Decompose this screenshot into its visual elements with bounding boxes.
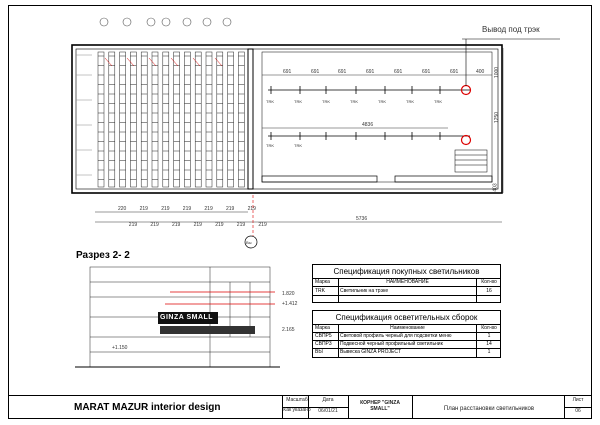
lamp-mark: TRK <box>434 99 442 104</box>
seating-row <box>163 52 169 187</box>
cell-mark: СВПР3 <box>315 341 332 347</box>
col-header-mark: Марка <box>315 279 330 285</box>
track-lines <box>268 90 470 136</box>
seating-row <box>174 52 180 187</box>
dim-right-label: 1000 <box>494 66 501 79</box>
lamp-mark: TRK <box>266 99 274 104</box>
dim-top-label: 691 <box>394 69 403 75</box>
cell-qty: 14 <box>486 341 492 347</box>
date-label: Дата <box>322 397 334 403</box>
seating-row <box>120 52 126 187</box>
dim-bottom-label: 219 <box>139 206 148 212</box>
dim-bottom-label: 219 <box>215 222 224 228</box>
cell-name: Вывеска GINZA PROJECT <box>340 349 402 355</box>
dim-top-label: 691 <box>422 69 431 75</box>
dim-bottom-label: 219 <box>172 222 181 228</box>
level-mark: 0.966 <box>170 328 183 334</box>
level-mark: +1.412 <box>282 301 298 307</box>
dim-bottom-label: 219 <box>247 206 256 212</box>
dim-bottom-label: 219 <box>128 222 138 228</box>
cell-qty: 16 <box>486 288 492 294</box>
col-header-name: НАИМЕНОВАНИЕ <box>386 279 429 285</box>
left-hatch <box>76 55 92 175</box>
seating-row <box>141 52 147 187</box>
seating-rows <box>98 52 244 187</box>
dim-bottom-label: 219 <box>150 222 159 228</box>
grid-axis-markers <box>100 18 231 26</box>
dim-bottom-label: 219 <box>204 206 213 212</box>
level-mark: 2.165 <box>282 327 295 333</box>
scale-value: Как указано <box>283 407 311 413</box>
lamp-mark: TRK <box>294 143 302 148</box>
stairs <box>455 150 487 172</box>
section-marker-label: Вы <box>246 240 252 245</box>
seating-row <box>109 52 115 187</box>
dim-bottom-label: 220 <box>118 206 127 212</box>
dim-top-label: 691 <box>311 69 320 75</box>
company-name: MARAT MAZUR interior design <box>74 402 221 413</box>
dim-bottom-label: 219 <box>182 206 192 212</box>
lamp-mark: TRK <box>378 99 386 104</box>
sign-text: GINZA SMALL <box>160 314 214 321</box>
lamp-mark: TRK <box>322 99 330 104</box>
lamp-mark: TRK <box>350 99 358 104</box>
spec-purchase-title: Спецификация покупных светильников <box>313 265 500 279</box>
sheet-number: 06 <box>575 408 581 414</box>
dim-top-label: 691 <box>366 69 375 75</box>
cell-qty: 1 <box>487 349 491 355</box>
col-header-qty: Кол-во <box>481 325 497 331</box>
col-header-mark: Марка <box>315 325 330 331</box>
spec-assembly-table <box>312 310 501 358</box>
col-header-qty: Кол-во <box>481 279 497 285</box>
table-row <box>313 348 500 356</box>
seating-row <box>206 52 212 187</box>
track-lamps <box>271 86 440 140</box>
cell-mark: СВПР5 <box>315 333 332 339</box>
dim-bottom-label: 219 <box>226 206 235 212</box>
cell-name: Световой профиль черный для подсветки меню <box>340 333 452 339</box>
output-point-2 <box>462 136 471 145</box>
dim-right-label: 1250 <box>494 111 501 124</box>
seating-row <box>184 52 190 187</box>
project-name: КОРНЕР "GINZA SMALL" <box>360 400 400 412</box>
seating-row <box>238 52 244 187</box>
seating-row <box>98 52 104 187</box>
sheet-title: План расстановки светильников <box>443 406 535 412</box>
dim-total: 5736 <box>356 216 368 222</box>
section-drawing <box>70 262 280 382</box>
spec-purchase-header <box>313 278 500 287</box>
lamp-mark: TRK <box>406 99 414 104</box>
level-mark: +1.150 <box>112 345 128 351</box>
cell-name: Светильник на трэке <box>340 288 389 294</box>
spec-purchase-table <box>312 264 501 303</box>
cell-qty: 1 <box>487 333 491 339</box>
dim-bottom-label: 219 <box>193 222 202 228</box>
seating-row <box>217 52 223 187</box>
dim-top-label: 400 <box>476 69 485 75</box>
seating-row <box>130 52 136 187</box>
dim-top-label: 691 <box>283 69 292 75</box>
date-value: 06/01/21 <box>318 408 338 414</box>
seating-row <box>195 52 201 187</box>
lamp-mark: TRK <box>266 143 274 148</box>
dim-total-inner: 4836 <box>362 122 374 128</box>
section-title: Разрез 2- 2 <box>76 250 130 261</box>
cell-mark: TRK <box>315 288 325 294</box>
scale-label: Масштаб <box>286 397 308 403</box>
dim-bottom-label: 219 <box>236 222 246 228</box>
cell-mark: ВЫ <box>315 349 323 355</box>
dim-bottom-label: 219 <box>258 222 267 228</box>
output-label: Вывод под трэк <box>482 25 540 34</box>
lamp-mark: TRK <box>294 99 302 104</box>
spec-assembly-title: Спецификация осветительных сборок <box>313 311 500 325</box>
dim-top-label: 691 <box>338 69 347 75</box>
dim-right-label: 403 <box>492 183 499 192</box>
sheet-label: Лист <box>572 397 584 403</box>
seating-row <box>152 52 158 187</box>
level-mark: 1.820 <box>282 291 295 297</box>
dim-top-label: 691 <box>450 69 459 75</box>
seating-row <box>228 52 234 187</box>
cell-name: Подвесной черный профильный светильник <box>340 341 443 347</box>
col-header-name: Наименование <box>390 325 425 331</box>
dim-bottom-label: 219 <box>161 206 170 212</box>
table-row <box>313 287 500 296</box>
